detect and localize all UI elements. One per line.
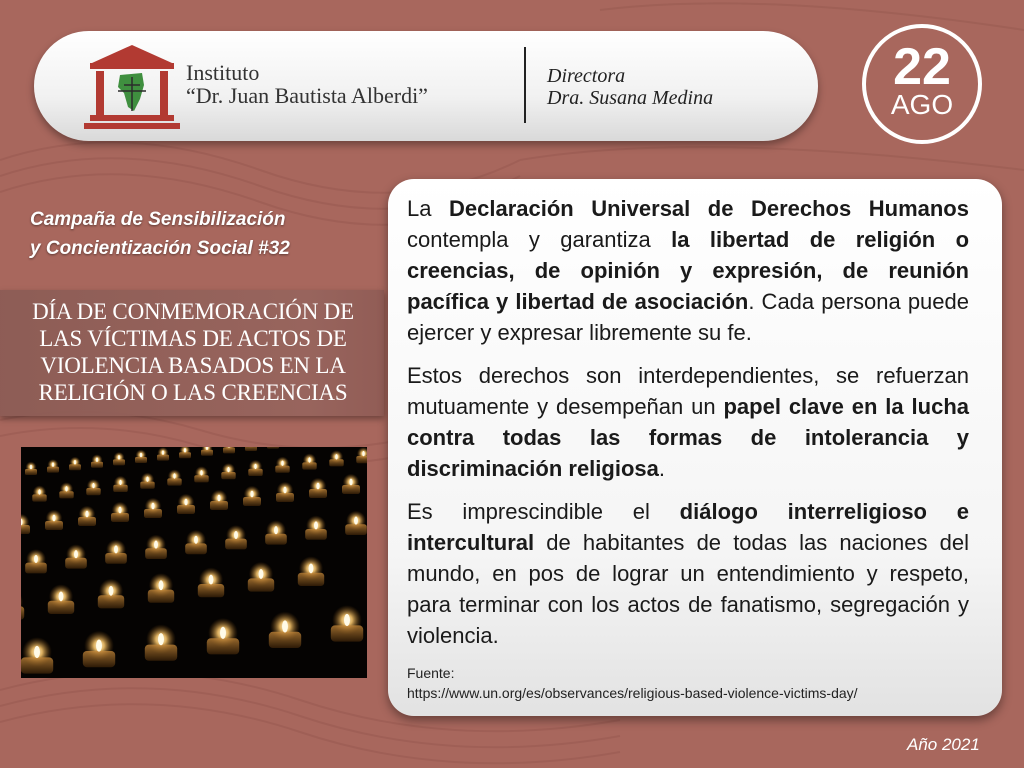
candle-cup (145, 548, 167, 559)
candle-flame (119, 480, 122, 485)
paragraph-3 (407, 496, 969, 651)
bold-text: papel clave en la lucha contra todas las formas de intolerancia y discriminación religiosa (407, 394, 969, 481)
candle-flame (151, 503, 154, 510)
bold-text: diálogo interreligioso e intercultural (407, 499, 969, 555)
text: . Cada persona puede ejercer y expresar libremente su fe. (407, 289, 969, 345)
text: Es imprescindible el (407, 499, 680, 524)
candle-cup (248, 578, 274, 591)
institute-line2: “Dr. Juan Bautista Alberdi” (186, 83, 428, 108)
candle-cup (32, 494, 46, 501)
candle-cup (148, 590, 174, 603)
candle-cup (86, 488, 100, 495)
director-title: Directora (547, 65, 626, 87)
candle-cup (113, 459, 125, 465)
candle-cup (105, 553, 127, 564)
candle-flame (283, 487, 286, 494)
candle-cup (113, 485, 127, 492)
campaign-line2: y Concientización Social #32 (30, 238, 290, 259)
candle-flame (59, 591, 64, 601)
candle-cup (177, 505, 195, 514)
candle-flame (200, 470, 203, 475)
candle-flame (158, 633, 164, 645)
campaign-title (30, 205, 370, 263)
candle-cup (201, 450, 213, 456)
candle-cup (245, 447, 257, 451)
candle-flame (259, 569, 264, 579)
candle-cup (140, 482, 154, 489)
candle-cup (225, 539, 247, 550)
institute-name (186, 61, 428, 107)
candle-flame (316, 483, 319, 490)
candle-flame (184, 499, 187, 506)
candle-cup (25, 469, 37, 475)
candle-flame (362, 451, 365, 456)
title-line: RELIGIÓN O LAS CREENCIAS (38, 380, 348, 405)
candle-flame (281, 461, 284, 466)
candle-flame (52, 515, 55, 522)
candle-cup (309, 489, 327, 498)
candle-flame (34, 555, 38, 563)
candle-cup (194, 475, 208, 482)
paragraph-2 (407, 360, 969, 484)
candle-cup (48, 601, 74, 614)
candle-cup (243, 497, 261, 506)
text: de habitantes de todas las naciones del mundo, en pos de lograr un entendimiento y respeto, para terminar con los actos de fanatismo, segregación y violencia. (407, 530, 969, 648)
candle-flame (335, 454, 338, 459)
candle-cup (69, 464, 81, 470)
bold-text: Declaración Universal de Derechos Humanos (448, 196, 969, 221)
candle-flame (109, 586, 114, 596)
candle-flame (162, 450, 164, 455)
candle-flame (234, 531, 238, 539)
candle-cup (267, 447, 279, 449)
candle-cup (207, 638, 239, 654)
candle-flame (209, 575, 214, 585)
candle-cup (65, 558, 87, 569)
candle-cup (167, 478, 181, 485)
text: La (407, 196, 449, 221)
candle-cup (179, 452, 191, 458)
candle-flame (85, 511, 88, 518)
candle-cup (135, 457, 147, 463)
candle-flame (274, 526, 278, 534)
candle-flame (92, 483, 95, 488)
director-name: Dra. Susana Medina (547, 87, 714, 109)
candle-flame (96, 640, 102, 652)
candle-flame (114, 545, 118, 553)
candle-flame (52, 462, 54, 467)
candle-flame (159, 580, 164, 590)
source-url[interactable]: https://www.un.org/es/observances/religious-based-violence-victims-day/ (407, 685, 858, 701)
source-citation (407, 663, 858, 703)
candle-flame (344, 614, 350, 626)
candle-cup (269, 632, 301, 648)
header-banner (34, 31, 818, 141)
candle-flame (308, 457, 311, 462)
year-label: Año 2021 (907, 735, 980, 754)
candle-cup (210, 501, 228, 510)
candle-flame (314, 521, 318, 529)
candle-flame (220, 627, 226, 639)
candle-flame (254, 464, 257, 469)
bold-text: la libertad de religión o creencias, de opinión y expresión, de reunión pacífica y libertad de asociación (407, 227, 970, 314)
candle-flame (250, 491, 253, 498)
candles-image (21, 447, 367, 678)
candle-flame (184, 448, 186, 453)
candle-cup (276, 493, 294, 502)
text: . (658, 456, 665, 481)
date-month: AGO (890, 89, 954, 120)
title-line: DÍA DE CONMEMORACIÓN DE (32, 299, 354, 324)
candle-flame (30, 465, 32, 470)
content-card (388, 179, 1002, 716)
candle-flame (140, 453, 142, 458)
header-divider (524, 47, 526, 123)
candle-flame (118, 455, 120, 460)
candles-photo (21, 447, 367, 678)
candle-cup (185, 543, 207, 554)
candle-flame (38, 489, 41, 494)
candle-flame (96, 458, 98, 463)
candle-flame (227, 467, 230, 472)
candle-flame (74, 460, 76, 465)
title-line: VIOLENCIA BASADOS EN LA (40, 353, 346, 378)
date-day: 22 (893, 38, 951, 96)
candle-flame (146, 477, 149, 482)
candle-cup (345, 524, 367, 535)
candle-flame (282, 620, 288, 632)
candle-flame (74, 550, 78, 558)
candle-cup (145, 645, 177, 661)
text: Estos derechos son interdependientes, se refuerzan mutuamente y desempeñan un (407, 363, 969, 419)
candle-cup (25, 563, 47, 574)
paragraph-1 (407, 193, 969, 348)
institute-logo (84, 41, 180, 133)
candle-cup (302, 462, 316, 469)
candle-flame (34, 646, 40, 658)
candle-flame (65, 486, 68, 491)
candle-flame (349, 479, 352, 486)
candle-cup (47, 467, 59, 473)
candle-cup (298, 573, 324, 586)
candle-cup (329, 459, 343, 466)
candle-cup (275, 466, 289, 473)
candle-cup (221, 472, 235, 479)
candle-cup (356, 456, 367, 463)
candle-cup (305, 529, 327, 540)
candle-cup (157, 455, 169, 461)
candle-flame (217, 495, 220, 502)
candle-cup (98, 595, 124, 608)
candle-cup (45, 521, 63, 530)
candle-cup (144, 509, 162, 518)
candle-flame (173, 473, 176, 478)
candle-cup (265, 534, 287, 545)
candle-cup (59, 491, 73, 498)
candle-cup (21, 525, 30, 534)
candle-flame (354, 517, 358, 525)
candle-cup (91, 462, 103, 468)
candle-cup (111, 513, 129, 522)
candle-cup (198, 584, 224, 597)
candle-cup (83, 651, 115, 667)
candle-cup (78, 517, 96, 526)
date-badge (862, 24, 982, 144)
candle-cup (21, 657, 53, 673)
candle-cup (21, 606, 24, 619)
title-line: LAS VÍCTIMAS DE ACTOS DE (39, 326, 347, 351)
candle-cup (331, 625, 363, 641)
commemoration-title (10, 298, 376, 406)
source-label: Fuente: (407, 665, 455, 681)
candle-cup (223, 447, 235, 453)
candle-flame (154, 541, 158, 549)
campaign-line1: Campaña de Sensibilización (30, 209, 286, 230)
candle-flame (194, 536, 198, 544)
text: contempla y garantiza (407, 227, 672, 252)
institute-line1: Instituto (186, 60, 260, 85)
candle-flame (118, 507, 121, 514)
commemoration-title-band (0, 290, 384, 416)
director-info (547, 65, 713, 109)
candle-cup (248, 469, 262, 476)
candle-cup (342, 485, 360, 494)
candle-flame (309, 563, 314, 573)
